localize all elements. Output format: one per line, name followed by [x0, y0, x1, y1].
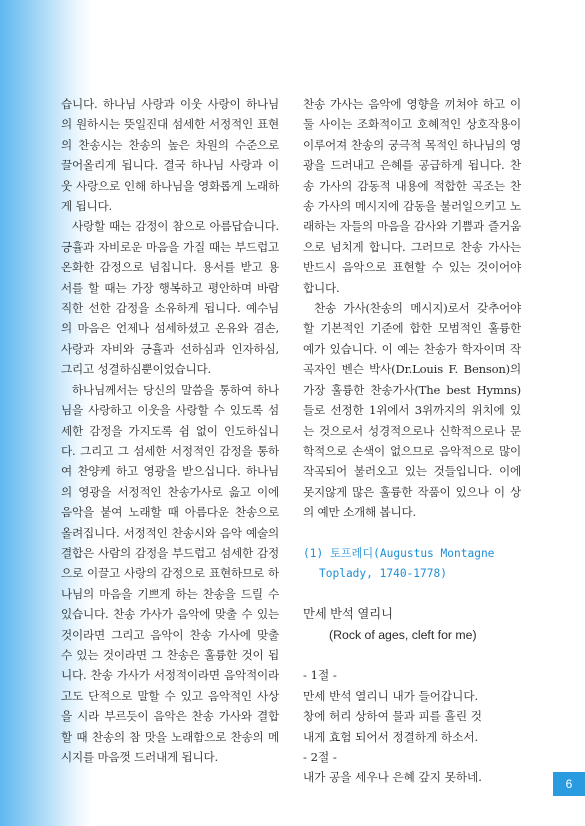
page-number-tab: 6 [553, 772, 585, 796]
song-title-english: (Rock of ages, cleft for me) [329, 628, 477, 643]
verse-line: 창에 허리 상하여 물과 피를 흘린 것 [303, 709, 482, 724]
verse-line: 만세 반석 열리니 내가 들어갑니다. [303, 688, 479, 703]
section-heading-line2: Toplady, 1740-1778) [319, 566, 447, 580]
left-column [61, 94, 279, 767]
verse-line: 내게 효험 되어서 정결하게 하소서. [303, 729, 479, 744]
body-paragraph: 사랑할 때는 감정이 참으로 아름답습니다. 긍휼과 자비로운 마음을 가질 때는 부드럽고 온화한 감정으로 넘칩니다. 용서를 받고 용서를 할 때는 가장 행복하고 평안하며 바람직한 선한 감정을 소유하게 됩니다. 예수님의 마음은 언제나 섬세하셨고 온유와 겸손, 사랑과 자비와 긍휼과 선하심과 인자하심, 그리고 성결하심뿐이었습니다. [61, 219, 279, 377]
verse-marker: - 2절 - [303, 749, 337, 764]
section-heading [303, 544, 521, 585]
section-heading-line1: (1) 토프레디(Augustus Montagne [303, 546, 495, 560]
song-title-korean: 만세 반석 열리니 [303, 607, 393, 622]
body-paragraph: 습니다. 하나님 사랑과 이웃 사랑이 하나님의 원하시는 뜻일진대 섬세한 서정적인 표현의 찬송시는 찬송의 높은 차원의 수준으로 끌어올리게 됩니다. 결국 하나님 사랑과 이웃 사랑으로 인해 하나님을 영화롭게 노래하게 됩니다. [61, 97, 279, 214]
body-paragraph: 찬송 가사는 음악에 영향을 끼쳐야 하고 이 둘 사이는 조화적이고 호혜적인 상호작용이 이루어져 찬송의 궁극적 목적인 하나님의 영광을 드러내고 은혜를 공급하게 됩니다. 찬송 가사의 감동적 내용에 적합한 곡조는 찬송 가사의 메시지에 감동을 불러일으키고 노래하는 자들의 마음을 감사와 기쁨과 즐거움으로 넘치게 합니다. 그러므로 찬송 가사는 반드시 음악으로 표현할 수 있는 것이어야 합니다. [303, 97, 521, 295]
body-paragraph: 찬송 가사(찬송의 메시지)로서 갖추어야 할 기본적인 기준에 합한 모범적인 훌륭한 예가 있습니다. 이 예는 찬송가 학자이며 작곡자인 벤슨 박사(Dr.Louis F. Benson)의 가장 훌륭한 찬송가사(The best Hymns)들로 선정한 1위에서 3위까지의 위치에 있는 것으로서 성경적으로나 신학적으로나 문학적으로 손색이 없으므로 음악적으로 많이 작곡되어 불러오고 있는 것들입니다. 이에 못지않게 많은 훌륭한 작품이 있으나 이 상의 예만 소개해 봅니다. [303, 301, 521, 520]
song-title [303, 604, 521, 646]
verse-marker: - 1절 - [303, 668, 337, 683]
right-column [303, 94, 521, 788]
verse-line: 내가 공을 세우나 은혜 갚지 못하네. [303, 770, 482, 785]
body-paragraph: 하나님께서는 당신의 말씀을 통하여 하나님을 사랑하고 이웃을 사랑할 수 있도록 섬세한 감정을 가지도록 쉼 없이 인도하십니다. 그리고 그 섬세한 서정적인 감정을 통하여 찬양케 하고 영광을 받으십니다. 하나님의 영광을 서정적인 찬송가사로 읊고 이에 음악을 붙여 노래할 때 아름다운 찬송으로 올려집니다. 서정적인 찬송시와 음악 예술의 결합은 사람의 감정을 부드럽고 섬세한 감정으로 이끌고 사랑의 감정으로 표현하므로 하나님의 마음을 기쁘게 하는 찬송을 드릴 수 있습니다. 찬송 가사가 음악에 맞출 수 있는 것이라면 그리고 음악이 찬송 가사에 맞출 수 있는 것이라면 그 찬송은 훌륭한 것이 됩니다. 찬송 가사가 서정적이라면 음악적이라고도 단적으로 말할 수 있고 음악적인 사상을 시라 부르듯이 음악은 찬송 가사와 결합할 때 찬송의 참 맛을 노래함으로 찬송의 메시지를 마음껏 드러내게 됩니다. [61, 382, 279, 764]
hymn-verses [303, 665, 521, 787]
